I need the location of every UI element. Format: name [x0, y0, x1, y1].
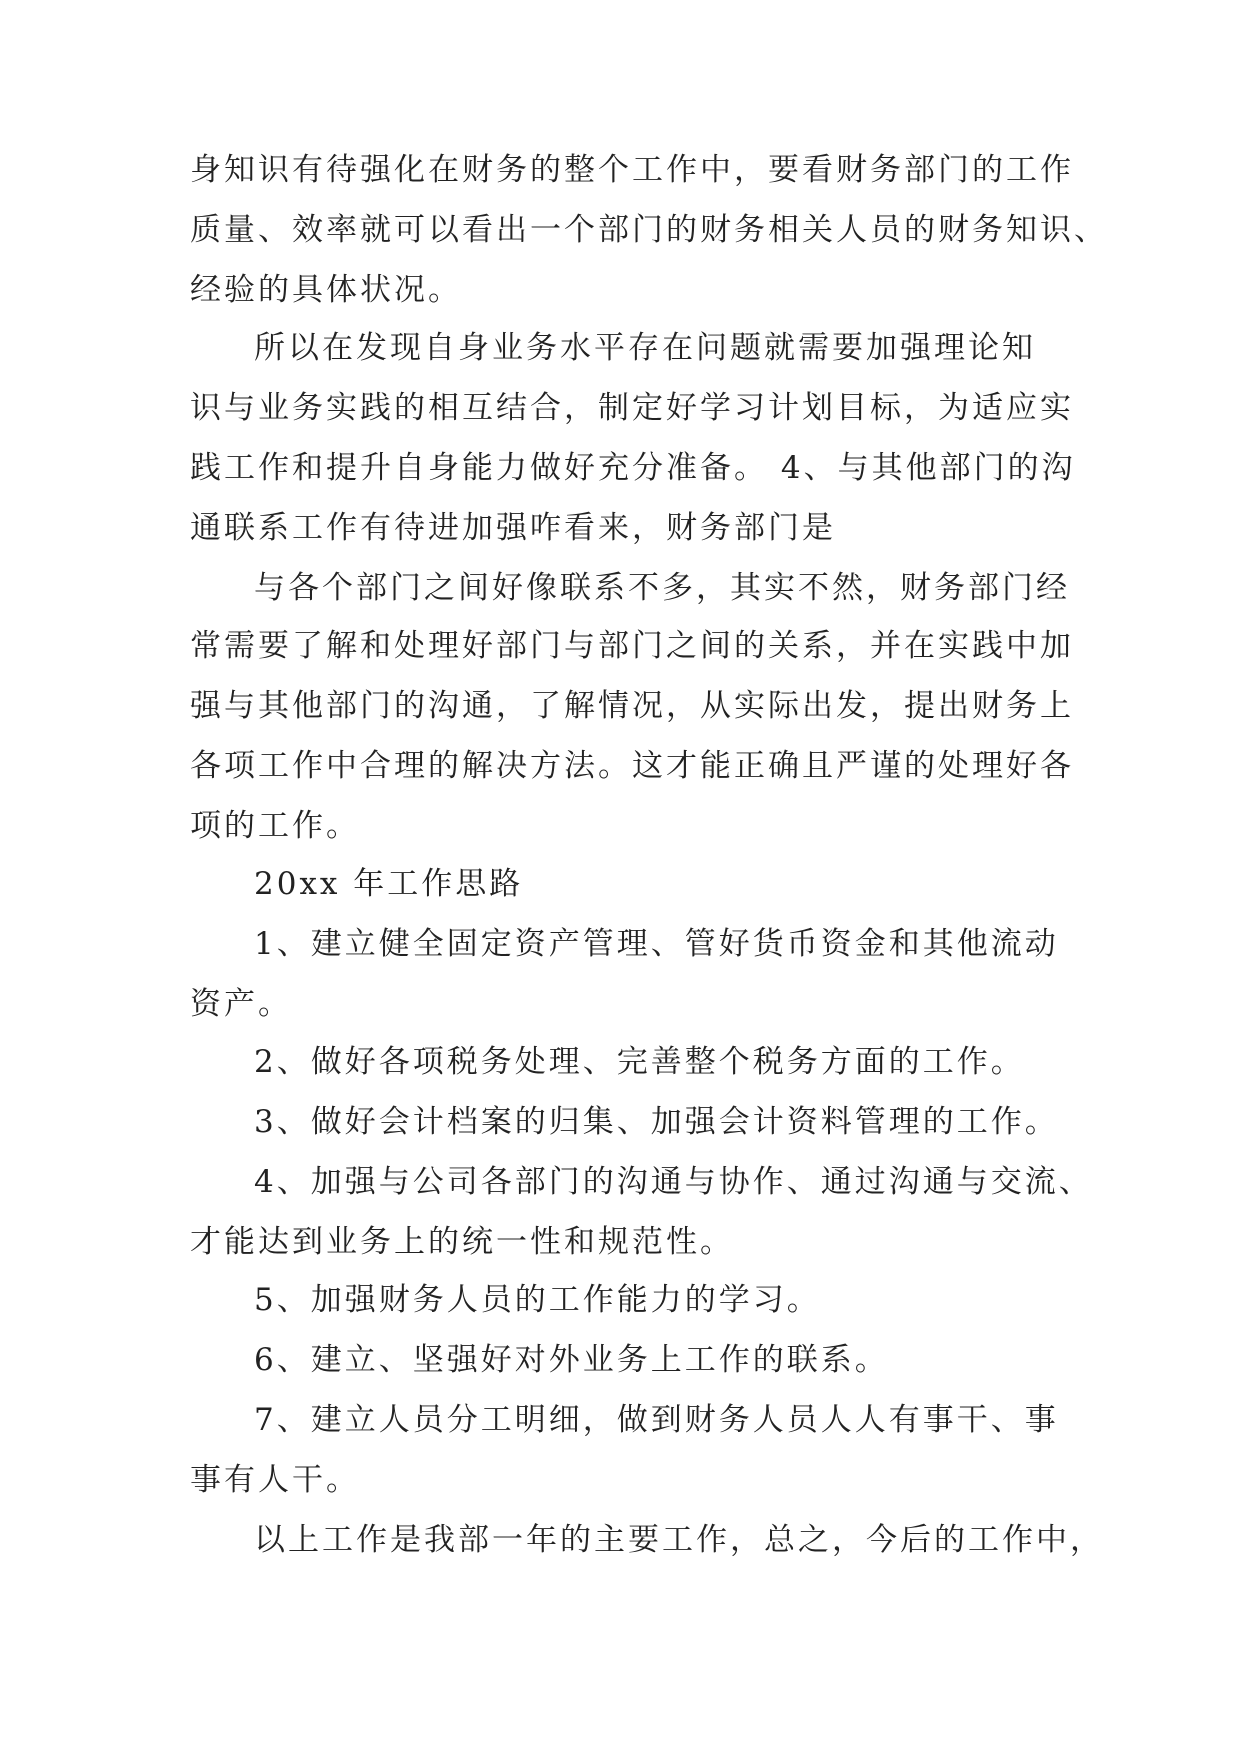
text-line: 资产。: [190, 986, 292, 1022]
text-line: 质量、效率就可以看出一个部门的财务相关人员的财务知识、: [190, 212, 1108, 248]
list-item-6: 6、建立、坚强好对外业务上工作的联系。: [254, 1342, 889, 1378]
list-item-1: 1、建立健全固定资产管理、管好货币资金和其他流动: [254, 926, 1059, 962]
paragraph-start-line: 与各个部门之间好像联系不多，其实不然，财务部门经: [254, 570, 1070, 606]
text-line: 常需要了解和处理好部门与部门之间的关系，并在实践中加: [190, 628, 1074, 664]
paragraph-start-line: 以上工作是我部一年的主要工作，总之，今后的工作中，: [254, 1522, 1104, 1558]
text-line: 项的工作。: [190, 808, 360, 844]
text-line: 身知识有待强化在财务的整个工作中，要看财务部门的工作: [190, 152, 1074, 188]
text-line: 识与业务实践的相互结合，制定好学习计划目标，为适应实: [190, 390, 1074, 426]
text-line: 践工作和提升自身能力做好充分准备。 4、与其他部门的沟: [190, 450, 1076, 486]
text-line: 经验的具体状况。: [190, 272, 462, 308]
text-line: 各项工作中合理的解决方法。这才能正确且严谨的处理好各: [190, 748, 1074, 784]
text-line: 强与其他部门的沟通，了解情况，从实际出发，提出财务上: [190, 688, 1074, 724]
list-item-7: 7、建立人员分工明细，做到财务人员人人有事干、事: [254, 1402, 1059, 1438]
list-item-2: 2、做好各项税务处理、完善整个税务方面的工作。: [254, 1044, 1025, 1080]
list-item-4: 4、加强与公司各部门的沟通与协作、通过沟通与交流、: [254, 1164, 1093, 1200]
text-line: 事有人干。: [190, 1462, 360, 1498]
section-heading: 20xx 年工作思路: [254, 866, 524, 902]
text-line: 通联系工作有待进加强咋看来，财务部门是: [190, 510, 836, 546]
paragraph-start-line: 所以在发现自身业务水平存在问题就需要加强理论知: [254, 330, 1036, 366]
text-line: 才能达到业务上的统一性和规范性。: [190, 1224, 734, 1260]
list-item-3: 3、做好会计档案的归集、加强会计资料管理的工作。: [254, 1104, 1059, 1140]
list-item-5: 5、加强财务人员的工作能力的学习。: [254, 1282, 821, 1318]
